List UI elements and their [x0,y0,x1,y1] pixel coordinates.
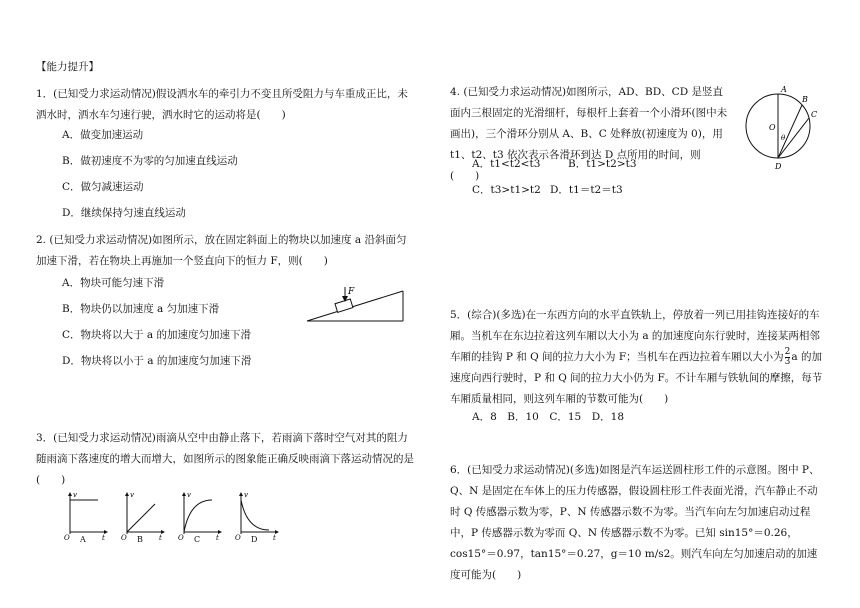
v-label: v [244,491,248,499]
q2-stem: 2. (已知受力求运动情况)如图所示，放在固定斜面上的物块以加速度 a 沿斜面匀加速下滑，若在物块上再施加一个竖直向下的恒力 F，则( ) [36,234,407,267]
q1-option-a: A．做变加速运动 [62,129,144,141]
q1-stem: 1．(已知受力求运动情况)假设洒水车的牵引力不变且所受阻力与车重成正比，未洒水时，洒水车匀速行驶，洒水时它的运动将是( ) [36,88,408,121]
v-label: v [73,491,77,499]
t-label: t [159,534,162,542]
q6-stem: 6．(已知受力求运动情况)(多选)如图是汽车运送圆柱形工件的示意图。图中 P、Q、N 是固定在车体上的压力传感器，假设圆柱形工件表面光滑，汽车静止不动时 Q 传感器示数为零，P、N 传感器示数不为零。当汽车向左匀加速启动过程中，P 传感器示数为零而 Q、N 传感器示数不为零。已知 sin15°＝0.26，cos15°＝0.97，tan15°＝0.27，g＝10 m/s2。则汽车向左匀加速启动的加速度可能为( ) [450,464,820,581]
v-label: v [130,491,134,499]
origin-label: O [121,534,127,542]
incline-figure [305,283,415,333]
q3-stem: 3．(已知受力求运动情况)雨滴从空中由静止落下，若雨滴下落时空气对其的阻力随雨滴下落速度的增大而增大，如图所示的图象能正确反映雨滴下落运动情况的是( ) [36,432,414,486]
q4-option-d: D．t1＝t2＝t3 [550,184,623,196]
q5-stem-part-a: 5．(综合)(多选)在一东西方向的水平直铁轨上，停放着一列已用挂钩连接好的车厢。当机车在东边拉着这列车厢以大小为 a 的加速度向东行驶时，连接某两相邻车厢的挂钩 P 和 Q 间的拉力大小为 F；当机车在西边拉着车厢以大小为 [450,309,820,363]
q4-option-b: B．t1>t2>t3 [568,158,637,170]
q5-stem-part-b: a 的加速度向西行驶时，P 和 Q 间的拉力大小仍为 F。不计车厢与铁轨间的摩擦，每节车厢质量相同，则这列车厢的节数可能为( ) [450,351,823,405]
label-a: A [781,85,787,94]
vt-curve [127,504,155,532]
label-c: C [811,110,818,119]
label-b: B [802,95,808,104]
origin-label: O [64,534,70,542]
label-o: O [769,123,776,132]
q2-option-d: D．物块将以小于 a 的加速度匀加速下滑 [62,355,252,367]
label-theta: θ [781,134,786,142]
q4-option-c: C．t3>t1>t2 [472,184,541,196]
q1-option-c: C．做匀减速运动 [62,181,144,193]
label-d: D [775,162,782,171]
q5-stem [450,305,825,410]
q1-option-b: B．做初速度不为零的匀加速直线运动 [62,155,238,167]
t-label: t [216,534,219,542]
q1-option-d: D．继续保持匀速直线运动 [62,207,186,219]
vt-graph-letter: B [137,535,143,544]
vt-graph-letter: C [194,535,201,544]
origin-label: O [235,534,241,542]
vt-graph-letter: A [80,535,86,544]
q2-option-c: C．物块将以大于 a 的加速度匀加速下滑 [62,329,251,341]
vt-curve [184,500,212,532]
block-shape [335,299,353,312]
vt-graph-b [119,490,167,546]
vt-graph-letter: D [251,535,258,544]
section-title: 【能力提升】 [36,61,99,73]
q5-options: A．8 B．10 C．15 D．18 [472,411,625,423]
vt-graph-a [62,490,110,546]
q2-option-a: A．物块可能匀速下滑 [62,277,165,289]
fraction-numerator: 2 [784,346,791,357]
fraction-two-thirds [785,348,791,367]
v-label: v [187,491,191,499]
origin-label: O [178,534,184,542]
q4-option-a: A．t1<t2<t3 [472,158,541,170]
vt-curve [241,500,269,530]
circle-rods-figure [742,82,822,172]
force-label: F [348,287,355,297]
q2-option-b: B．物块仍以加速度 a 匀加速下滑 [62,303,220,315]
fraction-denominator: 3 [784,356,791,367]
t-label: t [102,534,105,542]
q4-stem: 4. (已知受力求运动情况)如图所示，AD、BD、CD 是竖直面内三根固定的光滑细杆，每根杆上套着一个小滑环(图中未画出)，三个滑环分别从 A、B、C 处释放(初速度为 0)，用 t1、t2、t3 依次表示各滑环到达 D 点所用的时间，则( ) [450,86,728,182]
t-label: t [273,534,276,542]
